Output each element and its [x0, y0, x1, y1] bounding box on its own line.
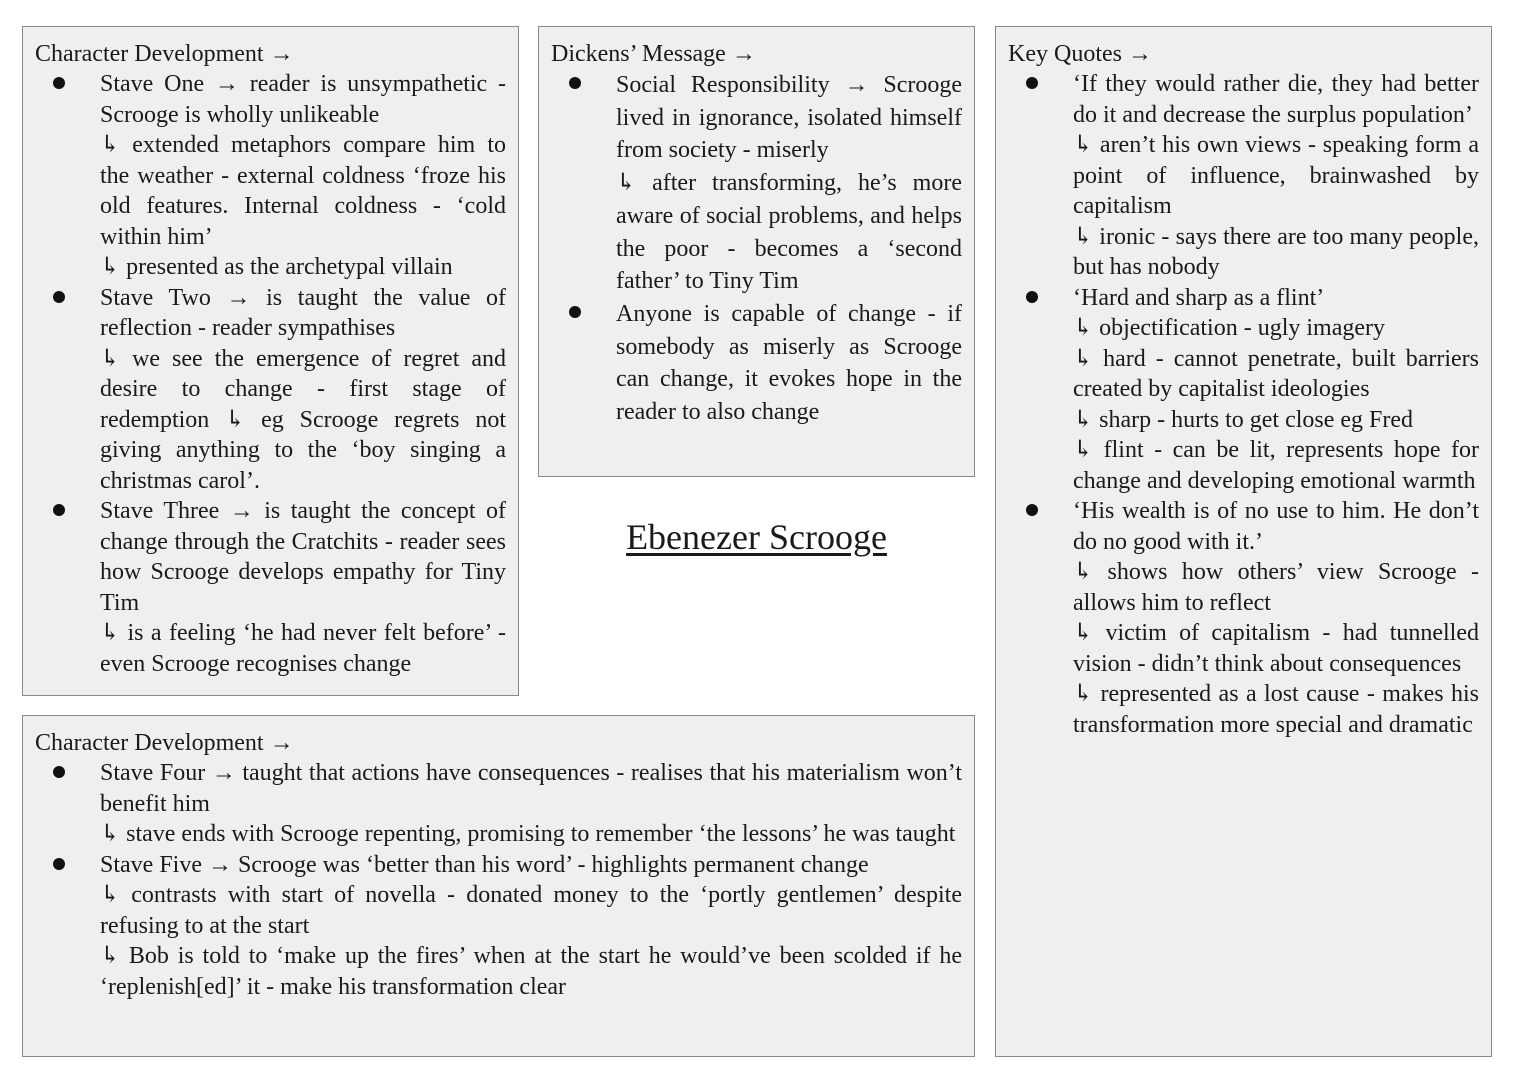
item-subpoint: ↳ after transforming, he’s more aware of social problems, and helps the poor - becomes a ‘second father’ to Tiny Tim — [616, 170, 962, 295]
list-item — [35, 496, 506, 679]
item-subpoint: ↳ objectification - ugly imagery — [1073, 315, 1386, 341]
item-text: ‘Hard and sharp as a flint’ — [1073, 284, 1325, 311]
item-subpoint: ↳ shows how others’ view Scrooge - allows him to reflect — [1073, 559, 1479, 616]
bullet-list — [35, 69, 506, 679]
item-text: Stave Five → Scrooge was ‘better than his word’ - highlights permanent change — [100, 851, 869, 878]
panel-heading: Key Quotes → — [1008, 41, 1152, 67]
bullet-icon — [569, 306, 581, 318]
item-subpoint: ↳ Bob is told to ‘make up the fires’ when at the start he would’ve been scolded if he ‘replenish[ed]’ it - make his transformation clear — [100, 943, 962, 1000]
item-text: ‘His wealth is of no use to him. He don’t do no good with it.’ — [1073, 498, 1479, 555]
character-development-panel — [22, 26, 519, 696]
item-subpoint: ↳ we see the emergence of regret and desire to change - first stage of redemption ↳ eg Scrooge regrets not giving anything to the ‘boy singing a christmas carol’. — [100, 345, 506, 494]
key-quotes-panel — [995, 26, 1492, 1057]
bullet-icon — [1026, 504, 1038, 516]
character-development-panel-bottom — [22, 715, 975, 1057]
bullet-icon — [53, 766, 65, 778]
bullet-icon — [53, 858, 65, 870]
panel-heading: Character Development → — [35, 730, 294, 756]
item-subpoint: ↳ victim of capitalism - had tunnelled vision - didn’t think about consequences — [1073, 620, 1479, 677]
bullet-list — [551, 69, 962, 429]
item-subpoint: ↳ aren’t his own views - speaking form a point of influence, brainwashed by capitalism — [1073, 132, 1479, 219]
list-item — [35, 283, 506, 497]
item-text: Stave Four → taught that actions have consequences - realises that his materialism won’t benefit him — [100, 760, 962, 817]
item-subpoint: ↳ presented as the archetypal villain — [100, 254, 453, 280]
item-subpoint: ↳ stave ends with Scrooge repenting, promising to remember ‘the lessons’ he was taught — [100, 821, 956, 847]
item-subpoint: ↳ flint - can be lit, represents hope for change and developing emotional warmth — [1073, 437, 1479, 494]
item-subpoint: ↳ ironic - says there are too many people, but has nobody — [1073, 223, 1479, 280]
panel-heading: Character Development → — [35, 41, 294, 67]
list-item — [35, 69, 506, 283]
bullet-icon — [53, 291, 65, 303]
list-item — [35, 850, 962, 1003]
item-subpoint: ↳ contrasts with start of novella - donated money to the ‘portly gentlemen’ despite refusing to at the start — [100, 882, 962, 939]
page-title: Ebenezer Scrooge — [626, 517, 887, 557]
item-text: ‘If they would rather die, they had better do it and decrease the surplus population’ — [1073, 71, 1479, 128]
bullet-list — [1008, 69, 1479, 740]
item-text: Anyone is capable of change - if somebody as miserly as Scrooge can change, it evokes hope in the reader to also change — [616, 300, 962, 426]
list-item — [1008, 283, 1479, 497]
panel-heading: Dickens’ Message → — [551, 41, 756, 67]
bullet-icon — [569, 77, 581, 89]
item-subpoint: ↳ extended metaphors compare him to the weather - external coldness ‘froze his old features. Internal coldness - ‘cold within him’ — [100, 132, 506, 250]
item-text: Stave Three → is taught the concept of change through the Cratchits - reader sees how Scrooge develops empathy for Tiny Tim — [100, 498, 506, 616]
item-text: Social Responsibility → Scrooge lived in ignorance, isolated himself from society - miserly — [616, 72, 962, 164]
item-subpoint: ↳ is a feeling ‘he had never felt before’ - even Scrooge recognises change — [100, 620, 506, 677]
item-subpoint: ↳ hard - cannot penetrate, built barriers created by capitalist ideologies — [1073, 345, 1479, 402]
list-item — [1008, 69, 1479, 283]
item-text: Stave One → reader is unsympathetic - Scrooge is wholly unlikeable — [100, 71, 506, 128]
list-item — [1008, 496, 1479, 740]
bullet-icon — [53, 77, 65, 89]
list-item — [551, 298, 962, 429]
item-text: Stave Two → is taught the value of reflection - reader sympathises — [100, 284, 506, 341]
list-item — [551, 69, 962, 298]
item-subpoint: ↳ sharp - hurts to get close eg Fred — [1073, 406, 1414, 433]
bullet-icon — [1026, 77, 1038, 89]
bullet-list — [35, 758, 962, 1002]
dickens-message-panel — [538, 26, 975, 477]
list-item — [35, 758, 962, 850]
bullet-icon — [1026, 291, 1038, 303]
bullet-icon — [53, 504, 65, 516]
item-subpoint: ↳ represented as a lost cause - makes his transformation more special and dramatic — [1073, 681, 1479, 738]
